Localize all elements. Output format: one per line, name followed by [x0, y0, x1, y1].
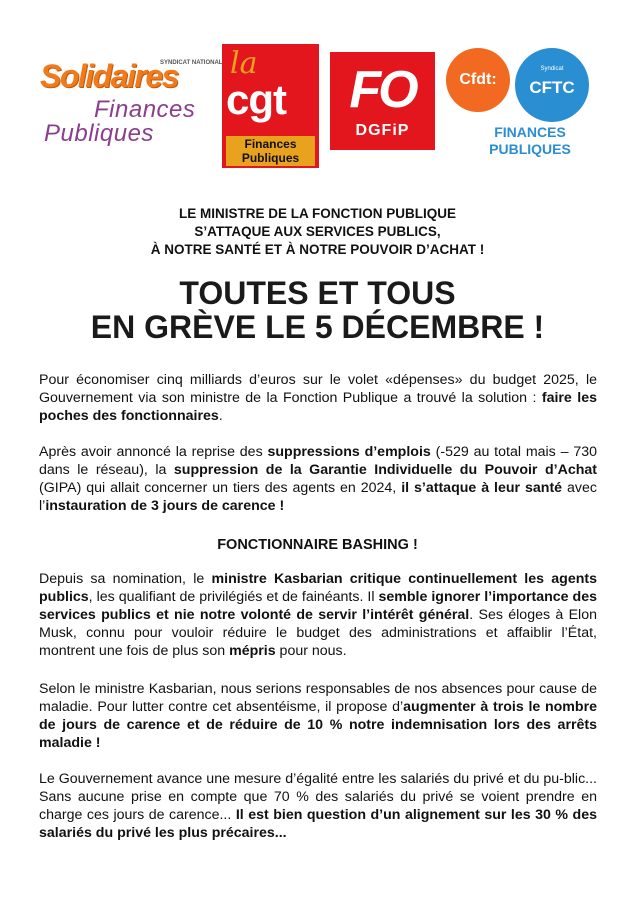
emphasis: suppression de la Garantie Individuelle du Pouvoir d’Achat	[173, 462, 597, 478]
solidaires-note: SYNDICAT NATIONAL	[160, 60, 223, 66]
emphasis: ministre Kasbarian critique continuellement les agents publics	[39, 571, 597, 605]
fo-logo	[330, 52, 435, 150]
emphasis: faire les poches des fonctionnaires	[39, 390, 597, 424]
text: , les qualifiant de privilégiés et de fainéants. Il	[88, 589, 379, 605]
shared-line2: PUBLIQUES	[489, 141, 571, 157]
cgt-finances-publiques: Finances Publiques	[226, 136, 315, 166]
emphasis: mépris	[229, 643, 276, 659]
cfdt-cftc-finances-publiques	[475, 124, 585, 158]
text: Selon le ministre Kasbarian, nous serions responsables de nos absences pour cause de maladie. Pour lutter contre cet absentéisme, il propose d’	[39, 681, 597, 715]
text: .	[218, 408, 223, 424]
paragraph-budget	[39, 371, 597, 425]
solidaires-finances: Finances	[94, 96, 196, 123]
cfdt-logo	[446, 48, 510, 112]
text: Le Gouvernement avance une mesure d’égalité entre les salariés du privé et du pu-blic... Sans aucune prise en compte que 70 % des salariés du privé se voient prendre en charge ces jours de carence...	[39, 771, 597, 823]
cftc-logo	[515, 48, 589, 122]
emphasis: Il est bien question d’un alignement sur les 30 % des salariés du privé les plus précaires...	[39, 807, 597, 841]
cgt-word: cgt	[226, 76, 286, 123]
text: Après avoir annoncé la reprise des	[39, 444, 268, 460]
text: Pour économiser cinq milliards d’euros sur le volet «dépenses» du budget 2025, le Gouvernement via son ministre de la Fonction Publique a trouvé la solution :	[39, 372, 597, 406]
text: (-529 au total mais – 730 dans le réseau), la	[39, 444, 597, 478]
strike-title-line: TOUTES ET TOUS	[179, 275, 456, 311]
intro-heading-line: S’ATTAQUE AUX SERVICES PUBLICS,	[194, 224, 441, 239]
section-subheading: FONCTIONNAIRE BASHING !	[217, 537, 418, 553]
solidaires-publiques: Publiques	[44, 120, 154, 147]
emphasis: suppressions d’emplois	[267, 444, 431, 460]
cfdt-word: Cfdt:	[459, 71, 497, 88]
intro-heading	[60, 205, 575, 259]
text: avec l’	[39, 480, 597, 514]
solidaires-word: Solidaires	[40, 58, 178, 94]
cftc-syndicat: Syndicat	[540, 66, 564, 72]
solidaires-logo	[40, 58, 223, 158]
text: . Ses éloges à Elon Musk, connu pour vouloir réduire le budget des administrations et affaiblir l’État, montrent une fois de plus son	[39, 607, 597, 659]
strike-title	[20, 276, 615, 344]
fo-word: FO	[349, 61, 416, 119]
intro-heading-line: LE MINISTRE DE LA FONCTION PUBLIQUE	[178, 206, 456, 221]
shared-line1: FINANCES	[494, 124, 566, 140]
paragraph-gipa	[39, 443, 597, 515]
cgt-logo	[222, 44, 319, 168]
strike-title-line: EN GRÈVE LE 5 DÉCEMBRE !	[90, 309, 545, 345]
paragraph-carence	[39, 680, 597, 752]
emphasis: il s’attaque à leur santé	[401, 480, 563, 496]
fo-dgfip: DGFiP	[355, 122, 410, 139]
emphasis: semble ignorer l’importance des services publics et nie notre volonté de servir l’intérêt général	[39, 589, 598, 623]
text: Depuis sa nomination, le	[39, 571, 212, 587]
cftc-word: CFTC	[529, 78, 575, 97]
text: pour nous.	[275, 643, 347, 659]
union-logos	[0, 44, 635, 174]
cgt-la: la	[230, 46, 258, 81]
emphasis: instauration de 3 jours de carence !	[45, 498, 285, 514]
paragraph-egalite	[39, 770, 597, 842]
emphasis: augmenter à trois le nombre de jours de carence et de réduire de 10 % notre indemnisation lors des arrêts maladie !	[39, 699, 598, 751]
paragraph-bashing	[39, 570, 597, 660]
text: (GIPA) qui allait concerner un tiers des agents en 2024,	[39, 480, 402, 496]
intro-heading-line: À NOTRE SANTÉ ET À NOTRE POUVOIR D’ACHAT !	[150, 242, 485, 257]
